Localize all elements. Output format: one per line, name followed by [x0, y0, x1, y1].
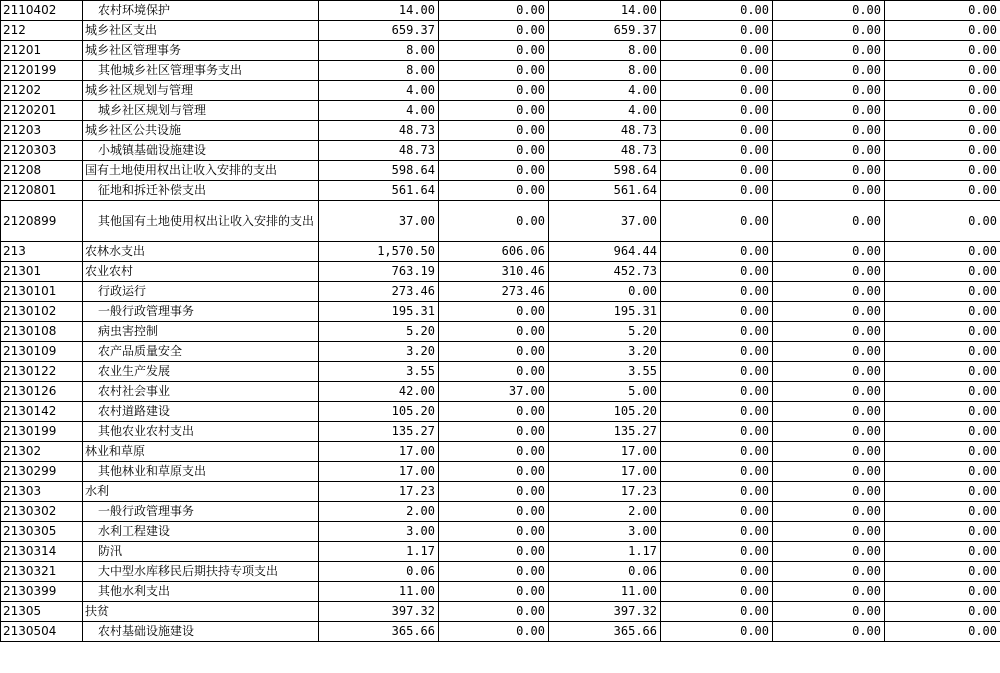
- table-row: [1, 422, 1000, 442]
- amount-cell: 598.64: [319, 161, 439, 181]
- table-row: [1, 41, 1000, 61]
- amount-cell: 17.00: [319, 462, 439, 482]
- subject-code-cell: 2130314: [1, 542, 83, 562]
- amount-cell: 8.00: [319, 61, 439, 81]
- amount-cell: 0.06: [549, 562, 661, 582]
- amount-cell: 0.00: [439, 1, 549, 21]
- amount-cell: 0.00: [661, 482, 773, 502]
- amount-cell: 659.37: [549, 21, 661, 41]
- amount-cell: 0.00: [439, 141, 549, 161]
- subject-name-cell: 小城镇基础设施建设: [83, 141, 319, 161]
- subject-code-cell: 2120201: [1, 101, 83, 121]
- amount-cell: 0.00: [439, 422, 549, 442]
- amount-cell: 2.00: [549, 502, 661, 522]
- amount-cell: 0.00: [439, 482, 549, 502]
- amount-cell: 0.00: [773, 181, 885, 201]
- amount-cell: 0.00: [885, 302, 1000, 322]
- subject-code-cell: 2120801: [1, 181, 83, 201]
- amount-cell: 0.00: [439, 181, 549, 201]
- amount-cell: 310.46: [439, 262, 549, 282]
- table-row: [1, 462, 1000, 482]
- subject-name-cell: 其他国有土地使用权出让收入安排的支出: [83, 201, 319, 242]
- subject-code-cell: 21305: [1, 602, 83, 622]
- amount-cell: 0.00: [661, 81, 773, 101]
- amount-cell: 37.00: [319, 201, 439, 242]
- amount-cell: 0.00: [773, 582, 885, 602]
- amount-cell: 0.00: [885, 201, 1000, 242]
- amount-cell: 0.00: [885, 422, 1000, 442]
- amount-cell: 561.64: [319, 181, 439, 201]
- amount-cell: 0.00: [885, 1, 1000, 21]
- amount-cell: 0.00: [439, 602, 549, 622]
- subject-name-cell: 国有土地使用权出让收入安排的支出: [83, 161, 319, 181]
- amount-cell: 0.00: [661, 422, 773, 442]
- amount-cell: 8.00: [549, 61, 661, 81]
- amount-cell: 964.44: [549, 242, 661, 262]
- amount-cell: 4.00: [549, 81, 661, 101]
- amount-cell: 0.00: [885, 362, 1000, 382]
- amount-cell: 0.00: [661, 282, 773, 302]
- subject-code-cell: 2130504: [1, 622, 83, 642]
- amount-cell: 3.20: [549, 342, 661, 362]
- amount-cell: 0.00: [773, 542, 885, 562]
- amount-cell: 0.00: [885, 262, 1000, 282]
- amount-cell: 0.00: [661, 201, 773, 242]
- amount-cell: 0.00: [885, 141, 1000, 161]
- amount-cell: 1.17: [549, 542, 661, 562]
- amount-cell: 273.46: [319, 282, 439, 302]
- amount-cell: 0.00: [773, 282, 885, 302]
- amount-cell: 0.00: [773, 242, 885, 262]
- amount-cell: 14.00: [319, 1, 439, 21]
- subject-code-cell: 2120303: [1, 141, 83, 161]
- amount-cell: 0.00: [439, 542, 549, 562]
- subject-name-cell: 农村社会事业: [83, 382, 319, 402]
- subject-name-cell: 农业生产发展: [83, 362, 319, 382]
- amount-cell: 598.64: [549, 161, 661, 181]
- subject-code-cell: 2130299: [1, 462, 83, 482]
- amount-cell: 0.00: [661, 21, 773, 41]
- amount-cell: 0.00: [661, 562, 773, 582]
- table-row: [1, 282, 1000, 302]
- subject-code-cell: 2130302: [1, 502, 83, 522]
- subject-name-cell: 其他水利支出: [83, 582, 319, 602]
- amount-cell: 0.00: [885, 482, 1000, 502]
- table-row: [1, 1, 1000, 21]
- amount-cell: 195.31: [549, 302, 661, 322]
- amount-cell: 0.00: [439, 362, 549, 382]
- table-row: [1, 161, 1000, 181]
- subject-name-cell: 扶贫: [83, 602, 319, 622]
- subject-name-cell: 农村道路建设: [83, 402, 319, 422]
- amount-cell: 0.00: [439, 582, 549, 602]
- amount-cell: 48.73: [549, 141, 661, 161]
- subject-name-cell: 农林水支出: [83, 242, 319, 262]
- subject-code-cell: 213: [1, 242, 83, 262]
- amount-cell: 0.00: [773, 161, 885, 181]
- subject-code-cell: 2130122: [1, 362, 83, 382]
- subject-code-cell: 2130321: [1, 562, 83, 582]
- amount-cell: 3.00: [549, 522, 661, 542]
- amount-cell: 273.46: [439, 282, 549, 302]
- amount-cell: 0.00: [773, 562, 885, 582]
- table-row: [1, 602, 1000, 622]
- amount-cell: 0.00: [773, 362, 885, 382]
- amount-cell: 0.00: [885, 462, 1000, 482]
- amount-cell: 0.00: [439, 342, 549, 362]
- amount-cell: 0.00: [439, 622, 549, 642]
- amount-cell: 0.00: [661, 582, 773, 602]
- amount-cell: 0.00: [885, 181, 1000, 201]
- subject-name-cell: 城乡社区规划与管理: [83, 101, 319, 121]
- table-row: [1, 342, 1000, 362]
- amount-cell: 0.00: [439, 562, 549, 582]
- table-row: [1, 302, 1000, 322]
- amount-cell: 1.17: [319, 542, 439, 562]
- amount-cell: 17.00: [549, 442, 661, 462]
- subject-name-cell: 防汛: [83, 542, 319, 562]
- amount-cell: 5.00: [549, 382, 661, 402]
- table-row: [1, 522, 1000, 542]
- amount-cell: 0.00: [885, 282, 1000, 302]
- amount-cell: 0.00: [661, 502, 773, 522]
- amount-cell: 0.00: [661, 262, 773, 282]
- table-row: [1, 181, 1000, 201]
- table-row: [1, 582, 1000, 602]
- subject-name-cell: 农业农村: [83, 262, 319, 282]
- amount-cell: 397.32: [549, 602, 661, 622]
- subject-name-cell: 病虫害控制: [83, 322, 319, 342]
- amount-cell: 1,570.50: [319, 242, 439, 262]
- amount-cell: 17.00: [549, 462, 661, 482]
- amount-cell: 11.00: [549, 582, 661, 602]
- amount-cell: 0.00: [885, 582, 1000, 602]
- amount-cell: 0.00: [439, 502, 549, 522]
- amount-cell: 0.00: [885, 542, 1000, 562]
- table-row: [1, 542, 1000, 562]
- amount-cell: 0.00: [773, 462, 885, 482]
- subject-code-cell: 21302: [1, 442, 83, 462]
- subject-name-cell: 农村基础设施建设: [83, 622, 319, 642]
- subject-name-cell: 征地和拆迁补偿支出: [83, 181, 319, 201]
- table-row: [1, 242, 1000, 262]
- subject-name-cell: 一般行政管理事务: [83, 502, 319, 522]
- amount-cell: 0.00: [661, 61, 773, 81]
- amount-cell: 0.00: [661, 522, 773, 542]
- amount-cell: 0.00: [773, 522, 885, 542]
- amount-cell: 0.00: [439, 41, 549, 61]
- subject-code-cell: 2130109: [1, 342, 83, 362]
- amount-cell: 0.00: [439, 442, 549, 462]
- amount-cell: 0.00: [661, 382, 773, 402]
- amount-cell: 0.00: [773, 201, 885, 242]
- amount-cell: 0.00: [885, 121, 1000, 141]
- table-row: [1, 622, 1000, 642]
- amount-cell: 0.00: [661, 622, 773, 642]
- amount-cell: 0.00: [439, 402, 549, 422]
- amount-cell: 0.00: [439, 121, 549, 141]
- subject-name-cell: 水利工程建设: [83, 522, 319, 542]
- amount-cell: 0.00: [773, 81, 885, 101]
- table-row: [1, 322, 1000, 342]
- amount-cell: 0.00: [773, 622, 885, 642]
- subject-name-cell: 城乡社区公共设施: [83, 121, 319, 141]
- amount-cell: 0.00: [885, 61, 1000, 81]
- amount-cell: 0.00: [773, 21, 885, 41]
- amount-cell: 452.73: [549, 262, 661, 282]
- amount-cell: 14.00: [549, 1, 661, 21]
- amount-cell: 561.64: [549, 181, 661, 201]
- subject-code-cell: 21303: [1, 482, 83, 502]
- amount-cell: 0.00: [885, 562, 1000, 582]
- subject-code-cell: 21301: [1, 262, 83, 282]
- amount-cell: 0.00: [661, 101, 773, 121]
- amount-cell: 0.00: [773, 422, 885, 442]
- table-row: [1, 502, 1000, 522]
- amount-cell: 2.00: [319, 502, 439, 522]
- amount-cell: 0.00: [885, 21, 1000, 41]
- amount-cell: 0.00: [773, 442, 885, 462]
- subject-code-cell: 2130102: [1, 302, 83, 322]
- table-row: [1, 81, 1000, 101]
- amount-cell: 0.00: [885, 602, 1000, 622]
- subject-code-cell: 2120199: [1, 61, 83, 81]
- amount-cell: 8.00: [549, 41, 661, 61]
- amount-cell: 0.00: [661, 242, 773, 262]
- amount-cell: 0.00: [661, 462, 773, 482]
- subject-name-cell: 农村环境保护: [83, 1, 319, 21]
- subject-code-cell: 21208: [1, 161, 83, 181]
- subject-name-cell: 行政运行: [83, 282, 319, 302]
- amount-cell: 3.55: [319, 362, 439, 382]
- amount-cell: 0.00: [439, 322, 549, 342]
- amount-cell: 0.00: [439, 522, 549, 542]
- amount-cell: 48.73: [549, 121, 661, 141]
- amount-cell: 5.20: [319, 322, 439, 342]
- subject-code-cell: 2130199: [1, 422, 83, 442]
- amount-cell: 0.00: [661, 121, 773, 141]
- amount-cell: 0.00: [885, 101, 1000, 121]
- amount-cell: 4.00: [319, 81, 439, 101]
- amount-cell: 0.00: [439, 462, 549, 482]
- amount-cell: 37.00: [439, 382, 549, 402]
- subject-name-cell: 大中型水库移民后期扶持专项支出: [83, 562, 319, 582]
- amount-cell: 0.00: [661, 302, 773, 322]
- amount-cell: 365.66: [549, 622, 661, 642]
- amount-cell: 48.73: [319, 121, 439, 141]
- amount-cell: 0.00: [773, 602, 885, 622]
- amount-cell: 37.00: [549, 201, 661, 242]
- amount-cell: 659.37: [319, 21, 439, 41]
- amount-cell: 0.00: [661, 442, 773, 462]
- subject-code-cell: 2120899: [1, 201, 83, 242]
- amount-cell: 0.00: [885, 242, 1000, 262]
- amount-cell: 48.73: [319, 141, 439, 161]
- amount-cell: 0.00: [773, 322, 885, 342]
- amount-cell: 0.00: [773, 302, 885, 322]
- amount-cell: 0.00: [661, 602, 773, 622]
- amount-cell: 0.00: [885, 81, 1000, 101]
- amount-cell: 0.00: [885, 322, 1000, 342]
- amount-cell: 0.00: [549, 282, 661, 302]
- subject-code-cell: 2130126: [1, 382, 83, 402]
- subject-name-cell: 一般行政管理事务: [83, 302, 319, 322]
- table-row: [1, 121, 1000, 141]
- table-row: [1, 442, 1000, 462]
- amount-cell: 3.55: [549, 362, 661, 382]
- amount-cell: 0.00: [439, 61, 549, 81]
- amount-cell: 397.32: [319, 602, 439, 622]
- amount-cell: 0.00: [885, 442, 1000, 462]
- subject-code-cell: 2130399: [1, 582, 83, 602]
- subject-name-cell: 其他农业农村支出: [83, 422, 319, 442]
- amount-cell: 0.00: [661, 41, 773, 61]
- subject-name-cell: 林业和草原: [83, 442, 319, 462]
- subject-code-cell: 21202: [1, 81, 83, 101]
- amount-cell: 17.23: [319, 482, 439, 502]
- amount-cell: 0.00: [773, 41, 885, 61]
- amount-cell: 105.20: [549, 402, 661, 422]
- amount-cell: 0.00: [661, 161, 773, 181]
- subject-code-cell: 2130142: [1, 402, 83, 422]
- amount-cell: 17.00: [319, 442, 439, 462]
- amount-cell: 105.20: [319, 402, 439, 422]
- table-row: [1, 101, 1000, 121]
- table-row: [1, 262, 1000, 282]
- amount-cell: 0.00: [661, 342, 773, 362]
- amount-cell: 0.00: [439, 21, 549, 41]
- amount-cell: 0.00: [661, 141, 773, 161]
- table-row: [1, 362, 1000, 382]
- table-row: [1, 402, 1000, 422]
- amount-cell: 0.00: [773, 101, 885, 121]
- amount-cell: 0.00: [885, 402, 1000, 422]
- amount-cell: 0.06: [319, 562, 439, 582]
- amount-cell: 0.00: [773, 502, 885, 522]
- amount-cell: 0.00: [439, 201, 549, 242]
- amount-cell: 0.00: [439, 161, 549, 181]
- amount-cell: 3.00: [319, 522, 439, 542]
- subject-name-cell: 城乡社区管理事务: [83, 41, 319, 61]
- subject-name-cell: 城乡社区支出: [83, 21, 319, 41]
- amount-cell: 11.00: [319, 582, 439, 602]
- amount-cell: 0.00: [885, 382, 1000, 402]
- subject-name-cell: 水利: [83, 482, 319, 502]
- amount-cell: 195.31: [319, 302, 439, 322]
- amount-cell: 606.06: [439, 242, 549, 262]
- table-row: [1, 382, 1000, 402]
- amount-cell: 8.00: [319, 41, 439, 61]
- amount-cell: 42.00: [319, 382, 439, 402]
- table-row: [1, 141, 1000, 161]
- amount-cell: 0.00: [661, 322, 773, 342]
- amount-cell: 0.00: [773, 121, 885, 141]
- subject-code-cell: 2130108: [1, 322, 83, 342]
- amount-cell: 135.27: [319, 422, 439, 442]
- subject-name-cell: 其他城乡社区管理事务支出: [83, 61, 319, 81]
- subject-code-cell: 2130305: [1, 522, 83, 542]
- amount-cell: 0.00: [661, 181, 773, 201]
- amount-cell: 365.66: [319, 622, 439, 642]
- subject-code-cell: 212: [1, 21, 83, 41]
- amount-cell: 0.00: [661, 362, 773, 382]
- amount-cell: 0.00: [439, 101, 549, 121]
- table-row: [1, 562, 1000, 582]
- amount-cell: 0.00: [773, 61, 885, 81]
- amount-cell: 0.00: [773, 342, 885, 362]
- table-row: [1, 201, 1000, 242]
- amount-cell: 0.00: [885, 161, 1000, 181]
- subject-name-cell: 农产品质量安全: [83, 342, 319, 362]
- amount-cell: 0.00: [773, 382, 885, 402]
- table-row: [1, 482, 1000, 502]
- table-row: [1, 61, 1000, 81]
- amount-cell: 0.00: [885, 622, 1000, 642]
- subject-code-cell: 21203: [1, 121, 83, 141]
- amount-cell: 4.00: [319, 101, 439, 121]
- table-body: [1, 1, 1000, 642]
- amount-cell: 0.00: [885, 522, 1000, 542]
- amount-cell: 0.00: [661, 1, 773, 21]
- amount-cell: 0.00: [773, 1, 885, 21]
- amount-cell: 0.00: [661, 402, 773, 422]
- amount-cell: 17.23: [549, 482, 661, 502]
- amount-cell: 763.19: [319, 262, 439, 282]
- amount-cell: 0.00: [773, 141, 885, 161]
- amount-cell: 0.00: [885, 342, 1000, 362]
- amount-cell: 0.00: [439, 302, 549, 322]
- subject-code-cell: 21201: [1, 41, 83, 61]
- amount-cell: 5.20: [549, 322, 661, 342]
- amount-cell: 0.00: [773, 402, 885, 422]
- subject-name-cell: 城乡社区规划与管理: [83, 81, 319, 101]
- subject-code-cell: 2130101: [1, 282, 83, 302]
- amount-cell: 0.00: [885, 41, 1000, 61]
- amount-cell: 0.00: [885, 502, 1000, 522]
- amount-cell: 3.20: [319, 342, 439, 362]
- amount-cell: 0.00: [773, 262, 885, 282]
- amount-cell: 135.27: [549, 422, 661, 442]
- amount-cell: 4.00: [549, 101, 661, 121]
- amount-cell: 0.00: [773, 482, 885, 502]
- amount-cell: 0.00: [439, 81, 549, 101]
- amount-cell: 0.00: [661, 542, 773, 562]
- table-row: [1, 21, 1000, 41]
- subject-name-cell: 其他林业和草原支出: [83, 462, 319, 482]
- subject-code-cell: 2110402: [1, 1, 83, 21]
